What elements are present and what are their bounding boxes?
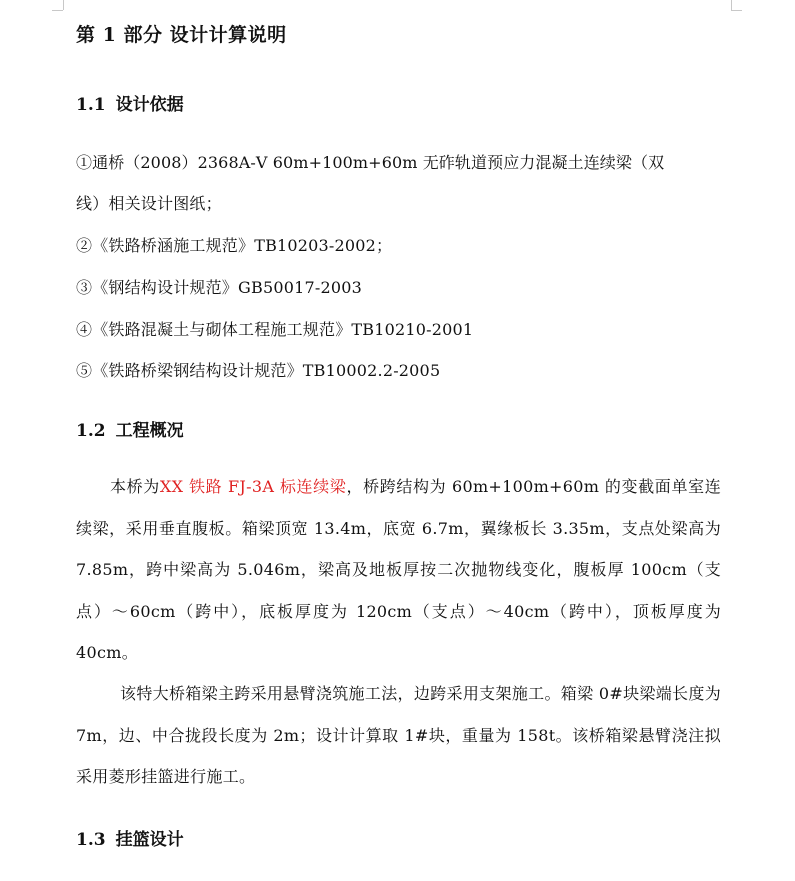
basis-item-2: ②《铁路桥涵施工规范》TB10203-2002； (76, 236, 393, 255)
crop-mark-top-right (731, 10, 742, 11)
crop-mark-top-right (731, 0, 732, 10)
crop-mark-top-left (63, 0, 64, 10)
basis-item-3: ③《钢结构设计规范》GB50017-2003 (76, 278, 362, 297)
heading-number: 1.3 (76, 830, 106, 850)
heading-text: 挂篮设计 (115, 830, 184, 850)
overview-paragraph-1 (76, 466, 721, 674)
basis-item-1-line-1: ①通桥（2008）2368A-Ⅴ 60m+100m+60m 无砟轨道预应力混凝土连续梁（双 (76, 153, 665, 172)
heading-text: 设计依据 (115, 95, 184, 115)
overview-p1-body: ，桥跨结构为 60m+100m+60m 的变截面单室连续梁，采用垂直腹板。箱梁顶宽 13.4m，底宽 6.7m，翼缘板长 3.35m，支点处梁高为 7.85m，跨中梁高为 5.046m，梁高及地板厚按二次抛物线变化，腹板厚 100cm（支点）～60cm（跨中），底板厚度为 120cm（支点）～40cm（跨中），顶板厚度为 40cm。 (76, 477, 722, 662)
heading-1-2 (76, 416, 184, 441)
basis-item-5: ⑤《铁路桥梁钢结构设计规范》TB10002.2-2005 (76, 361, 441, 380)
heading-1-3 (76, 825, 184, 850)
heading-number: 1.1 (76, 95, 106, 115)
heading-text: 工程概况 (115, 421, 184, 441)
overview-paragraph-2: 该特大桥箱梁主跨采用悬臂浇筑施工法，边跨采用支架施工。箱梁 0#块梁端长度为 7m，边、中合拢段长度为 2m；设计计算取 1#块，重量为 158t。该桥箱梁悬臂浇注拟采用菱形挂篮进行施工。 (76, 684, 721, 786)
heading-1-1 (76, 90, 184, 115)
basis-item-4: ④《铁路混凝土与砌体工程施工规范》TB10210-2001 (76, 320, 474, 339)
basis-item-1-line-2: 线）相关设计图纸； (76, 194, 222, 213)
crop-mark-top-left (52, 10, 63, 11)
project-name-highlight: XX 铁路 FJ-3A 标连续梁 (159, 477, 347, 496)
section-title: 第 1 部分 设计计算说明 (76, 24, 287, 46)
heading-number: 1.2 (76, 421, 106, 441)
overview-p1-prefix: 本桥为 (110, 477, 160, 496)
